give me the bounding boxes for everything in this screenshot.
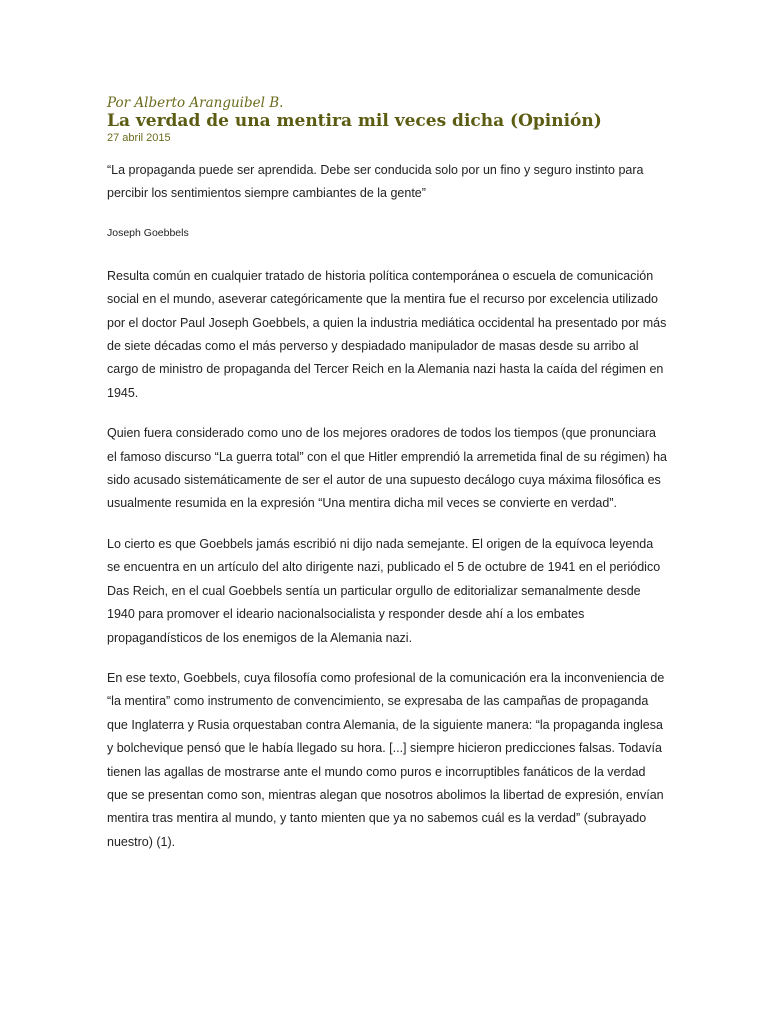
article-paragraph-2: Quien fuera considerado como uno de los mejores oradores de todos los tiempos (que pronunciara el famoso discurso “La guerra total” con el que Hitler emprendió la arremetida final de su régimen) ha sido acusado sistemáticamente de ser el autor de una supuesto decálogo cuya máxima filosófica es usualmente resumida en la expresión “Una mentira dicha mil veces se convierte en verdad”.: [107, 426, 668, 511]
article-paragraph-3: Lo cierto es que Goebbels jamás escribió ni dijo nada semejante. El origen de la equívoca leyenda se encuentra en un artículo del alto dirigente nazi, publicado el 5 de octubre de 1941 en el periódico Das Reich, en el cual Goebbels sentía un particular orgullo de editorializar semanalmente desde 1940 para promover el ideario nacionalsocialista y responder desde ahí a los embates propagandísticos de los enemigos de la Alemania nazi.: [107, 536, 661, 645]
article-paragraph-1: Resulta común en cualquier tratado de historia política contemporánea o escuela de comunicación social en el mundo, aseverar categóricamente que la mentira fue el recurso por excelencia utilizado por el doctor Paul Joseph Goebbels, a quien la industria mediática occidental ha presentado por más de siete décadas como el más perverso y despiadado manipulador de masas desde su arribo al cargo de ministro de propaganda del Tercer Reich en la Alemania nazi hasta la caída del régimen en 1945.: [107, 268, 667, 400]
quote-author: Joseph Goebbels: [107, 226, 189, 239]
article-date: 27 abril 2015: [107, 132, 171, 144]
article-byline: Por Alberto Aranguibel B.: [107, 95, 284, 111]
article-title: La verdad de una mentira mil veces dicha (Opinión): [107, 111, 602, 131]
article-paragraph-4: En ese texto, Goebbels, cuya filosofía como profesional de la comunicación era la inconveniencia de “la mentira” como instrumento de convencimiento, se expresaba de las campañas de propaganda que Inglaterra y Rusia orquestaban contra Alemania, de la siguiente manera: “la propaganda inglesa y bolchevique pensó que le había llegado su hora. [...] siempre hicieron predicciones falsas. Todavía tienen las agallas de mostrarse ante el mundo como puros e incorruptibles fanáticos de la verdad que se presentan como son, mientras alegan que nosotros abolimos la libertad de expresión, envían mentira tras mentira al mundo, y tanto mienten que ya no sabemos cuál es la verdad” (subrayado nuestro) (1).: [107, 670, 665, 849]
article-quote: “La propaganda puede ser aprendida. Debe ser conducida solo por un fino y seguro instinto para percibir los sentimientos siempre cambiantes de la gente”: [107, 163, 644, 201]
article: [107, 95, 667, 871]
